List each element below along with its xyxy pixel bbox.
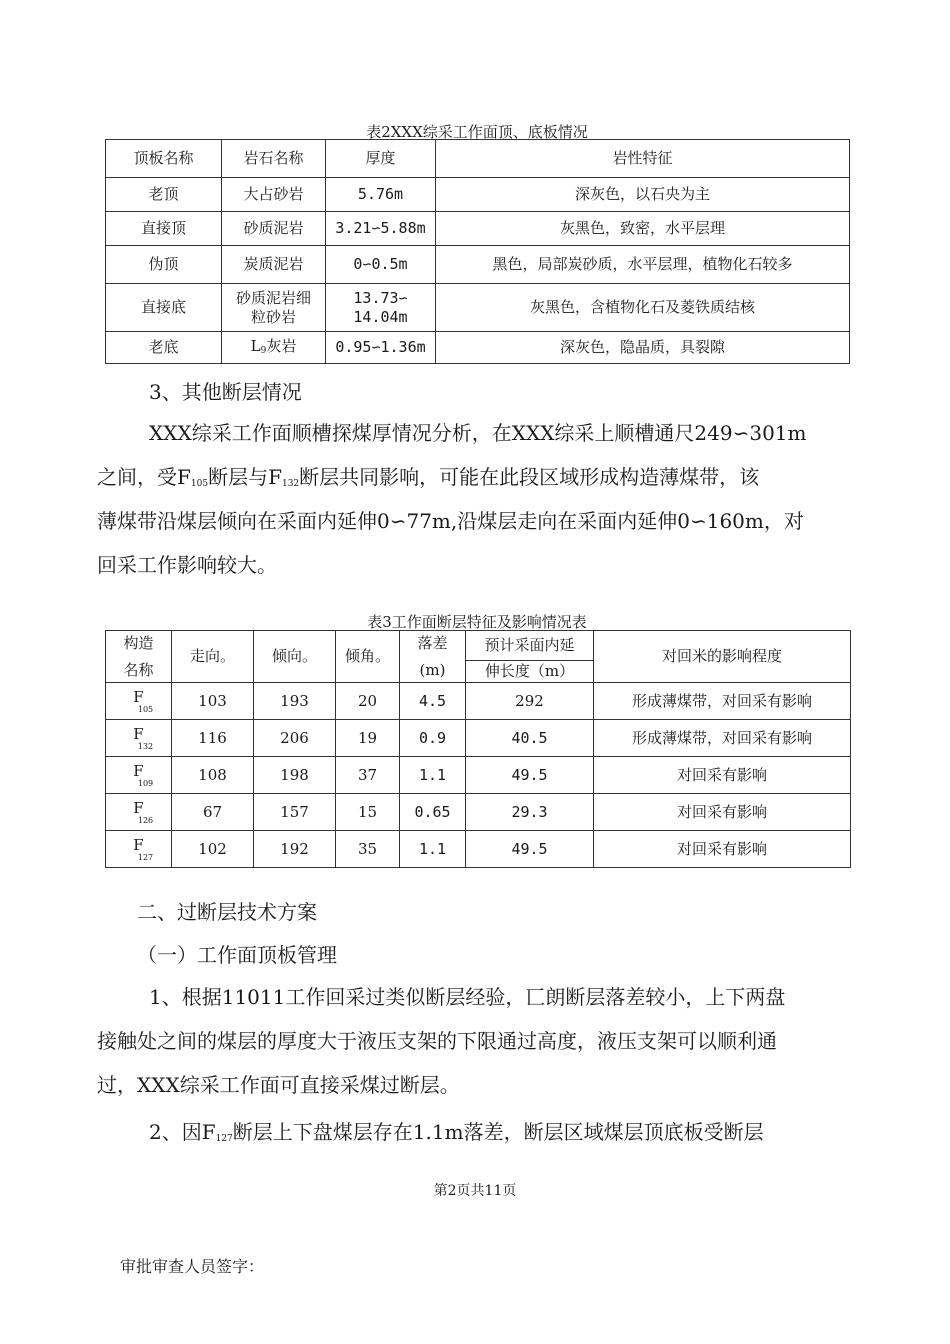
table3-header-cell (400, 631, 466, 683)
cell-line: 14.04m (353, 307, 408, 326)
table-row (106, 284, 850, 332)
table2-header-cell: 厚度 (326, 140, 436, 178)
table-cell: 15 (336, 794, 400, 831)
table-cell: 29.3 (466, 794, 594, 831)
text-span: 之间，受F (97, 465, 191, 489)
table-cell: 0.65 (400, 794, 466, 831)
table-row (106, 178, 850, 212)
table-cell: 灰黑色，含植物化石及菱铁质结核 (436, 284, 850, 332)
header-line: 名称 (123, 660, 154, 679)
table-row (106, 720, 851, 757)
table-cell (326, 284, 436, 332)
table3-header-row (106, 631, 851, 661)
table2-header-row (106, 140, 850, 178)
section-heading: 二、过断层技术方案 (137, 900, 317, 924)
table-cell: 49.5 (466, 757, 594, 794)
paragraph-line: 回采工作影响较大。 (97, 553, 277, 577)
table-cell: 3.21∽5.88m (326, 212, 436, 246)
table-cell: 炭质泥岩 (222, 246, 326, 284)
cell-line: 13.73∽ (353, 288, 408, 307)
table-cell: 对回采有影响 (594, 757, 851, 794)
table-cell: 49.5 (466, 831, 594, 868)
table-cell: 102 (172, 831, 254, 868)
paragraph-line (149, 1110, 909, 1161)
table-cell: 直接顶 (106, 212, 222, 246)
table-row (106, 683, 851, 720)
fault-sub: 132 (281, 479, 300, 489)
fault-sub: 127 (215, 1134, 233, 1144)
table-cell: 伪顶 (106, 246, 222, 284)
table-cell: 深灰色，隐晶质，具裂隙 (436, 332, 850, 364)
table3-header-cell: 走向。 (172, 631, 254, 683)
table-row (106, 332, 850, 364)
table-cell: 108 (172, 757, 254, 794)
table3-caption: 表3工作面断层特征及影响情况表 (367, 613, 587, 631)
table3-header-cell: 伸长度（m） (466, 661, 594, 683)
table-row (106, 794, 851, 831)
table-cell: 103 (172, 683, 254, 720)
table-cell (222, 332, 326, 364)
text-span: 2、因F (149, 1120, 216, 1144)
table-row (106, 246, 850, 284)
table3 (105, 630, 851, 868)
fault-sub: 105 (137, 705, 154, 715)
header-line: 落差 (417, 633, 448, 652)
paragraph-line: 1、根据11011工作回采过类似断层经验，匸朗断层落差较小，上下两盘 (149, 985, 786, 1009)
table-cell: 40.5 (466, 720, 594, 757)
fault-name-cell (106, 757, 172, 794)
table2-caption: 表2XXX综采工作面顶、底板情况 (366, 123, 588, 141)
fault-letter: F (133, 687, 144, 706)
table-cell: 形成薄煤带，对回采有影响 (594, 683, 851, 720)
table-cell: 198 (254, 757, 336, 794)
table-row (106, 831, 851, 868)
table-cell: 0.9 (400, 720, 466, 757)
table2-header-cell: 岩石名称 (222, 140, 326, 178)
rock-name: 灰岩 (266, 337, 297, 356)
fault-letter: F (133, 835, 144, 854)
table-cell: 35 (336, 831, 400, 868)
fault-name-cell (106, 794, 172, 831)
table-cell (222, 284, 326, 332)
table-cell: 大占砂岩 (222, 178, 326, 212)
fault-sub: 105 (190, 479, 209, 489)
table3-header-cell: 对回米的影响程度 (594, 631, 851, 683)
rock-code-sub: 9 (260, 346, 267, 357)
table2-header-cell: 岩性特征 (436, 140, 850, 178)
header-line: (m) (419, 660, 446, 679)
table-cell: 0∽0.5m (326, 246, 436, 284)
fault-sub: 132 (137, 742, 154, 752)
table-cell: 19 (336, 720, 400, 757)
header-line: 构造 (123, 633, 154, 652)
section-heading: 3、其他断层情况 (149, 380, 302, 404)
table-cell: 292 (466, 683, 594, 720)
table-cell: 黑色，局部炭砂质，水平层理，植物化石较多 (436, 246, 850, 284)
table-cell: 20 (336, 683, 400, 720)
fault-name-cell (106, 831, 172, 868)
table-cell: 砂质泥岩 (222, 212, 326, 246)
cell-line: 砂质泥岩细 (235, 288, 311, 307)
table-cell: 5.76m (326, 178, 436, 212)
paragraph-line: 薄煤带沿煤层倾向在采面内延伸0∽77m,沿煤层走向在采面内延伸0∽160m，对 (97, 509, 804, 533)
paragraph-line: 接触处之间的煤层的厚度大于液压支架的下限通过高度，液压支架可以顺利通 (97, 1029, 777, 1053)
fault-sub: 127 (137, 853, 154, 863)
paragraph-line: XXX综采工作面顺槽探煤厚情况分析，在XXX综采上顺槽通尺249∽301m (149, 421, 807, 445)
table-cell: 形成薄煤带，对回采有影响 (594, 720, 851, 757)
text-span: 断层上下盘煤层存在1.1m落差，断层区域煤层顶底板受断层 (232, 1120, 764, 1144)
table-row (106, 757, 851, 794)
subsection-heading: （一）工作面顶板管理 (137, 943, 337, 967)
table-cell: 深灰色，以石央为主 (436, 178, 850, 212)
table-cell: 157 (254, 794, 336, 831)
fault-sub: 109 (137, 779, 154, 789)
table-cell: 老顶 (106, 178, 222, 212)
table3-header-cell: 倾角。 (336, 631, 400, 683)
table-cell: 直接底 (106, 284, 222, 332)
table-row (106, 212, 850, 246)
fault-letter: F (133, 761, 144, 780)
fault-letter: F (133, 798, 144, 817)
rock-code: L (250, 337, 261, 356)
table-cell: 206 (254, 720, 336, 757)
page-number: 第2页共11页 (433, 1183, 517, 1199)
text-span: 断层共同影响，可能在此段区域形成构造薄煤带，该 (299, 465, 760, 489)
cell-line: 粒砂岩 (250, 307, 296, 326)
table-cell: 37 (336, 757, 400, 794)
table2 (105, 139, 850, 364)
table-cell: 老底 (106, 332, 222, 364)
fault-name-cell (106, 683, 172, 720)
table-cell: 193 (254, 683, 336, 720)
table3-header-cell (106, 631, 172, 683)
table-cell: 对回采有影响 (594, 831, 851, 868)
table-cell: 0.95∽1.36m (326, 332, 436, 364)
signature-label: 审批审查人员签字： (120, 1257, 265, 1276)
fault-letter: F (133, 724, 144, 743)
table3-header-cell: 倾向。 (254, 631, 336, 683)
table-cell: 1.1 (400, 831, 466, 868)
table-cell: 灰黑色，致密，水平层理 (436, 212, 850, 246)
table2-header-cell: 顶板名称 (106, 140, 222, 178)
table-cell: 1.1 (400, 757, 466, 794)
table-cell: 192 (254, 831, 336, 868)
paragraph-line: 过，XXX综采工作面可直接采煤过断层。 (97, 1073, 460, 1097)
fault-name-cell (106, 720, 172, 757)
fault-sub: 126 (137, 816, 154, 826)
table-cell: 67 (172, 794, 254, 831)
table-cell: 对回采有影响 (594, 794, 851, 831)
table3-header-cell: 预计采面内延 (466, 631, 594, 661)
text-span: 断层与F (208, 465, 282, 489)
table-cell: 4.5 (400, 683, 466, 720)
table-cell: 116 (172, 720, 254, 757)
